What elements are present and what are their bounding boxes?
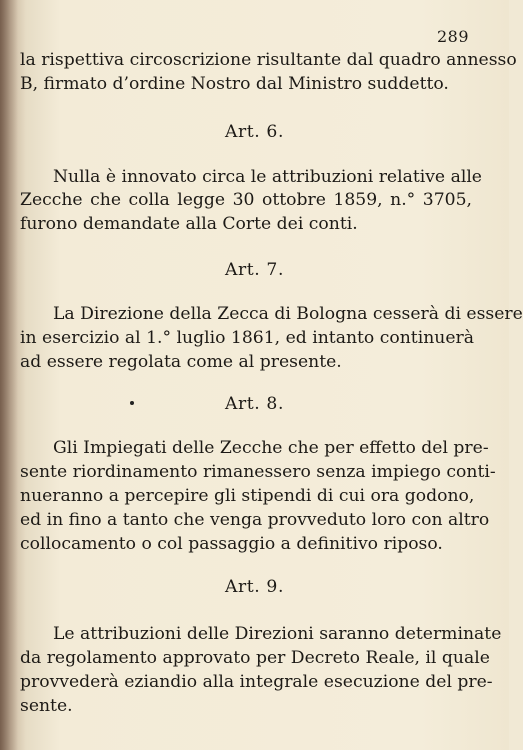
text-line: sente riordinamento rimanessero senza impiego conti- <box>20 462 496 482</box>
binding-gutter-shadow <box>0 0 18 750</box>
text-line: la rispettiva circoscrizione risultante dal quadro annesso <box>20 50 517 70</box>
text-line: in esercizio al 1.° luglio 1861, ed intanto continuerà <box>20 328 474 348</box>
text-line: Nulla è innovato circa le attribuzioni relative alle <box>53 167 482 187</box>
text-line: B, firmato d’ordine Nostro dal Ministro suddetto. <box>20 74 449 94</box>
text-line: ad essere regolata come al presente. <box>20 352 342 372</box>
text-line: Zecche che colla legge 30 ottobre 1859, n.° 3705, <box>20 190 472 210</box>
text-line: collocamento o col passaggio a definitivo riposo. <box>20 534 443 554</box>
article-heading-9: Art. 9. <box>224 577 285 597</box>
article-heading-8: Art. 8. <box>224 394 285 414</box>
text-line: nueranno a percepire gli stipendi di cui ora godono, <box>20 486 475 506</box>
text-line: Le attribuzioni delle Direzioni saranno determinate <box>53 624 502 644</box>
article-heading-7: Art. 7. <box>224 260 285 280</box>
text-line: provvederà eziandio alla integrale esecuzione del pre- <box>20 672 493 692</box>
text-line: furono demandate alla Corte dei conti. <box>20 214 358 234</box>
text-line: sente. <box>20 696 73 716</box>
text-line: da regolamento approvato per Decreto Reale, il quale <box>20 648 490 668</box>
text-line: La Direzione della Zecca di Bologna cesserà di essere <box>53 304 523 324</box>
text-line: ed in fino a tanto che venga provveduto loro con altro <box>20 510 490 530</box>
page-number: 289 <box>436 27 469 46</box>
article-heading-6: Art. 6. <box>224 122 285 142</box>
text-line: Gli Impiegati delle Zecche che per effetto del pre- <box>53 438 489 458</box>
